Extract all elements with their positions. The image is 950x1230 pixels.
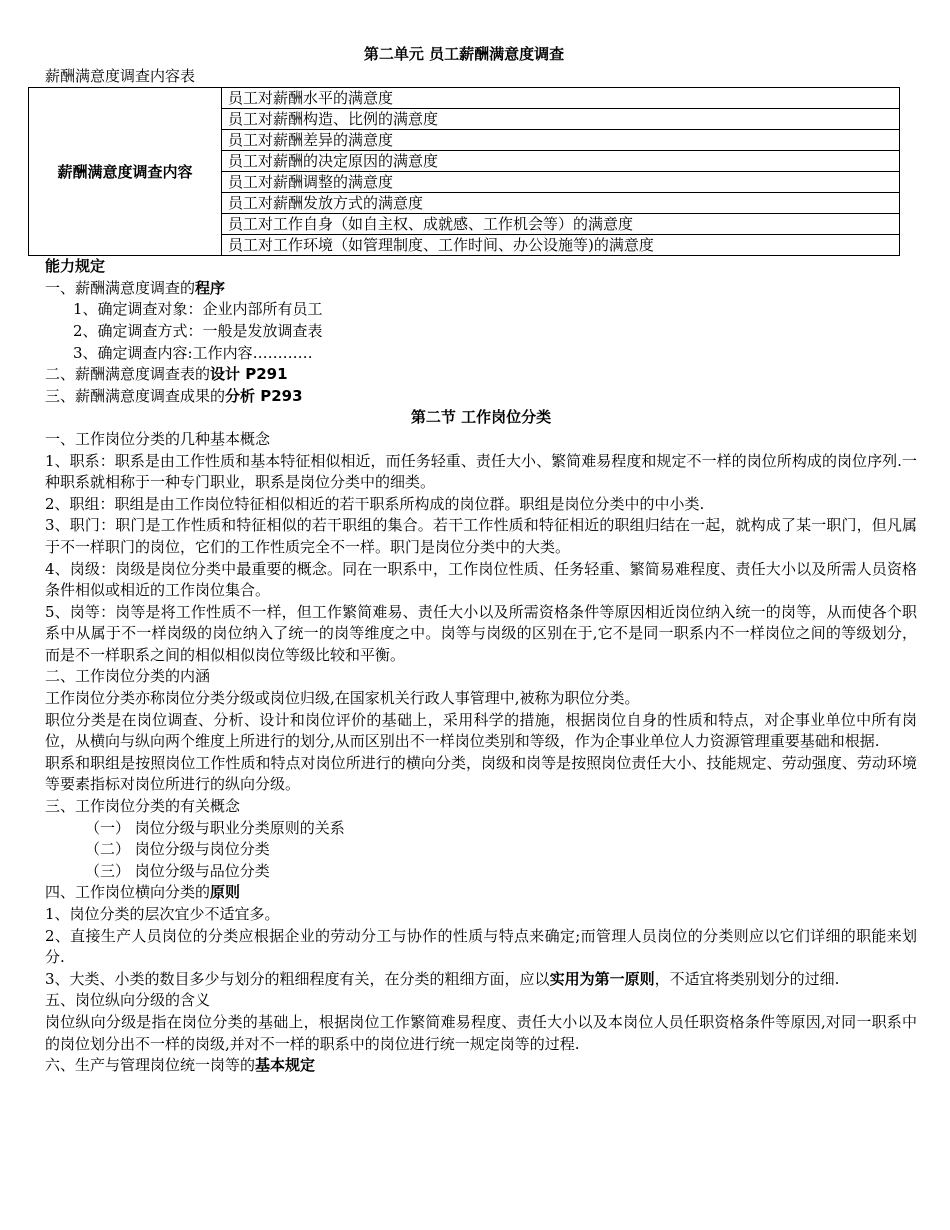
s6-heading-bold: 基本规定 [255, 1056, 316, 1075]
survey-content-table [28, 87, 900, 256]
table-cell: 员工对薪酬发放方式的满意度 [222, 193, 900, 214]
s2-paragraph: 职系和职组是按照岗位工作性质和特点对岗位所进行的横向分类，岗级和岗等是按照岗位责任大小、技能规定、劳动强度、劳动环境等要素指标对岗位所进行的纵向分级。 [45, 753, 917, 794]
table-cell: 员工对薪酬调整的满意度 [222, 172, 900, 193]
ability-item-2 [45, 364, 917, 386]
ability-step: 2、确定调查方式：一般是发放调查表 [73, 321, 323, 340]
section-title: 第二节 工作岗位分类 [410, 408, 552, 427]
s1-paragraph: 2、职组：职组是由工作岗位特征相似相近的若干职系所构成的岗位群。职组是岗位分类中的中小类. [45, 494, 705, 513]
table-left-header: 薪酬满意度调查内容 [29, 88, 222, 256]
s6-heading-text: 六、生产与管理岗位统一岗等的 [45, 1056, 256, 1075]
s2-heading: 二、工作岗位分类的内涵 [45, 667, 211, 686]
ability-step: 3、确定调查内容:工作内容………… [73, 343, 313, 362]
s4-heading-bold: 原则 [210, 883, 241, 902]
s4-p3-text: 3、大类、小类的数目多少与划分的粗细程度有关，在分类的粗细方面，应以 [45, 969, 550, 988]
s3-item: （一） 岗位分级与职业分类原则的关系 [85, 818, 345, 837]
table-cell: 员工对薪酬差异的满意度 [222, 130, 900, 151]
s4-paragraph: 2、直接生产人员岗位的分类应根据企业的劳动分工与协作的性质与特点来确定;而管理人员岗位的分类则应以它们详细的职能来划分. [45, 926, 917, 967]
ability-item-2-bold: 设计 P291 [210, 365, 288, 384]
ability-heading: 能力规定 [45, 257, 106, 276]
table-cell: 员工对工作自身（如自主权、成就感、工作机会等）的满意度 [222, 214, 900, 235]
s4-paragraph: 1、岗位分类的层次宜少不适宜多。 [45, 905, 280, 923]
ability-item-1-text: 一、薪酬满意度调查的 [45, 278, 196, 297]
s3-heading: 三、工作岗位分类的有关概念 [45, 797, 241, 816]
table-caption: 薪酬满意度调查内容表 [45, 66, 196, 85]
ability-item-1 [45, 278, 917, 300]
table-cell: 员工对工作环境（如管理制度、工作时间、办公设施等)的满意度 [222, 235, 900, 256]
s1-paragraph: 4、岗级：岗级是岗位分类中最重要的概念。同在一职系中，工作岗位性质、任务轻重、繁简易难程度、责任大小以及所需人员资格条件相似或相近的工作岗位集合。 [45, 559, 917, 600]
s2-paragraph: 工作岗位分类亦称岗位分类分级或岗位归级,在国家机关行政人事管理中,被称为职位分类。 [45, 689, 640, 708]
table-row [29, 88, 900, 109]
s1-paragraph: 1、职系：职系是由工作性质和基本特征相似相近，而任务轻重、责任大小、繁简难易程度和规定不一样的岗位所构成的岗位序列.一种职系就相称于一种专门职业，职系是岗位分类中的细类。 [45, 451, 917, 492]
ability-step: 1、确定调查对象：企业内部所有员工 [73, 300, 323, 319]
s4-p3-bold: 实用为第一原则 [549, 969, 655, 988]
s5-heading: 五、岗位纵向分级的含义 [45, 991, 211, 1010]
document-page [45, 44, 917, 1077]
s4-heading [45, 882, 917, 904]
ability-item-2-text: 二、薪酬满意度调查表的 [45, 365, 211, 384]
table-cell: 员工对薪酬水平的满意度 [222, 88, 900, 109]
table-cell: 员工对薪酬的决定原因的满意度 [222, 151, 900, 172]
ability-item-3 [45, 386, 917, 408]
s1-paragraph: 3、职门：职门是工作性质和特征相似的若干职组的集合。若干工作性质和特征相近的职组归结在一起，就构成了某一职门，但凡属于不一样职门的岗位，它们的工作性质完全不一样。职门是岗位分类中的大类。 [45, 516, 917, 556]
s2-paragraph: 职位分类是在岗位调查、分析、设计和岗位评价的基础上，采用科学的措施，根据岗位自身的性质和特点，对企事业单位中所有岗位，从横向与纵向两个维度上所进行的划分,从而区别出不一样岗位类别和等级，作为企事业单位人力资源管理重要基础和根据. [45, 710, 917, 751]
s3-item: （三） 岗位分级与品位分类 [85, 861, 270, 880]
s1-paragraph: 5、岗等：岗等是将工作性质不一样，但工作繁简难易、责任大小以及所需资格条件等原因相近岗位纳入统一的岗等，从而使各个职系中从属于不一样岗级的岗位纳入了统一的岗等维度之中。岗等与岗级的区别在于,它不是同一职系内不一样岗位之间的等级划分，而是不一样职系之间的相似相似岗位等级比较和平衡。 [45, 602, 917, 664]
s3-item: （二） 岗位分级与岗位分类 [85, 840, 270, 859]
table-cell: 员工对薪酬构造、比例的满意度 [222, 109, 900, 130]
s4-heading-text: 四、工作岗位横向分类的 [45, 883, 211, 902]
s4-p3-suffix: ，不适宜将类别划分的过细. [654, 969, 840, 988]
s1-heading: 一、工作岗位分类的几种基本概念 [45, 429, 271, 448]
s4-paragraph-3 [45, 969, 917, 991]
s6-heading [45, 1055, 917, 1077]
unit-title: 第二单元 员工薪酬满意度调查 [363, 45, 565, 63]
ability-item-3-text: 三、薪酬满意度调查成果的 [45, 386, 226, 405]
ability-item-3-bold: 分析 P293 [225, 386, 303, 405]
s5-paragraph: 岗位纵向分级是指在岗位分类的基础上，根据岗位工作繁简难易程度、责任大小以及本岗位人员任职资格条件等原因,对同一职系中的岗位划分出不一样的岗级,并对不一样的职系中的岗位进行统一规定岗等的过程. [45, 1012, 917, 1053]
ability-item-1-bold: 程序 [195, 278, 226, 297]
